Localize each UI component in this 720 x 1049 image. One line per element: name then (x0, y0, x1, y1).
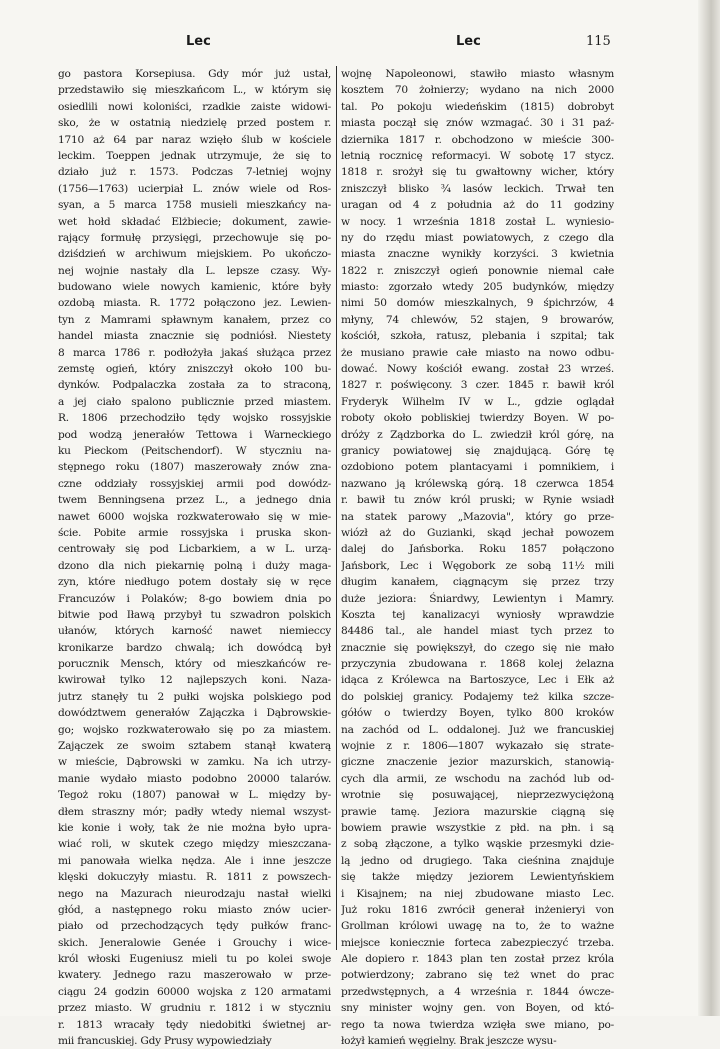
text-line: potwierdzony; zabrano się też wnet do prac (341, 969, 614, 982)
text-line: nawet 6000 wojska rozkwaterowało się w mie- (58, 510, 331, 523)
text-line: do polskiej granicy. Podajemy też kilka szcze- (341, 690, 614, 703)
text-line: czne oddziały rossyjskiej armii pod dowódz- (58, 477, 331, 490)
text-line: Grollman królowi uwagę na to, że to ważne (341, 920, 614, 933)
text-line: manie wydało miasto podobno 20000 talarów. (58, 772, 331, 785)
text-line: stępnego roku (1807) maszerowały znów zna- (58, 461, 331, 474)
text-line: wiózł aż do Guzianki, skąd jechał powozem (341, 526, 614, 539)
text-line: dróży z Ządzborka do L. zwiedził król górę, na (341, 428, 614, 441)
text-line: kwirował tylko 12 najlepszych koni. Naza- (58, 674, 331, 687)
text-line: miejsce koniecznie forteca zabezpieczyć trzeba. (341, 936, 614, 949)
text-line: łożył kamień węgielny. Brak jeszcze wysu- (341, 1035, 557, 1048)
text-line: Już roku 1816 zwrócił generał inżenieryi von (341, 903, 614, 916)
text-line: i Kisajnem; na niej zbudowane miasto Lec. (341, 887, 614, 900)
text-line: Ale dopiero r. 1843 plan ten został przez króla (341, 953, 614, 966)
text-line: dowództwem generałów Zajączka i Dąbrowskie- (58, 707, 331, 720)
text-line: zyn, które niedługo potem dostały się w ręce (58, 576, 331, 589)
text-line: kosztem 70 żołnierzy; wydano na nich 2000 (341, 84, 614, 97)
text-line: przedstawiło się mieszkańcom L., w którym się (58, 84, 331, 97)
text-line: dalej do Jańsborka. Roku 1857 połączono (341, 543, 614, 556)
text-line: pod wodzą jenerałów Tettowa i Warneckiego (58, 428, 331, 441)
text-line: osiedlili nowi koloniści, rzadkie zaiste widowi- (58, 100, 331, 113)
text-line: długim kanałem, ciągnącym się przez trzy (341, 576, 614, 589)
text-line: go; wojsko rozkwaterowało się po za miastem. (58, 723, 331, 736)
text-line: dłem straszny mór; padły wtedy niemal wszyst- (58, 805, 331, 818)
text-line: jutrz stanęły tu 2 pułki wojska polskiego pod (58, 690, 331, 703)
text-line: 8 marca 1786 r. podłożyła jakaś służąca przez (58, 346, 331, 359)
text-line: ciągu 24 godzin 60000 wojska z 120 armatami (58, 985, 331, 998)
text-line: kronikarze bardzo chwalą; ich dowódcą był (58, 641, 331, 654)
text-line: syan, a 5 marca 1758 musieli mieszkańcy na- (58, 199, 331, 212)
text-line: kie konie i woły, tak że nie można było upra- (58, 821, 331, 834)
text-line: r. bawił tu znów król pruski; w Rynie wsiadł (341, 494, 614, 507)
text-line: Zajączek ze swoim sztabem stanął kwaterą (58, 740, 331, 753)
text-line: leckim. Toeppen jednak utrzymuje, że się to (58, 149, 331, 162)
text-line: rego ta nowa twierdza wzięła swe miano, po- (341, 1018, 614, 1031)
text-line: wojnę Napoleonowi, stawiło miasto własnym (341, 68, 614, 80)
page-number: 115 (586, 34, 611, 49)
text-line: zemstę ogień, który zniszczył około 100 bu- (58, 363, 331, 376)
text-line: przedwstępnych, a 4 września r. 1844 ówcze- (341, 985, 614, 998)
text-line: r. 1813 wracały tędy niedobitki świetnej ar- (58, 1018, 331, 1031)
text-line: porucznik Mensch, który od mieszkańców re- (58, 658, 331, 671)
text-line: Tegoż roku (1807) panował w L. między by- (58, 789, 331, 802)
text-line: przez miasto. W grudniu r. 1812 i w styczniu (58, 1002, 331, 1015)
text-line: mi panowała wielka nędza. Ale i inne jeszcze (58, 854, 331, 867)
text-line: (1756—1763) ucierpiał L. znów wiele od Ros- (58, 182, 331, 195)
text-line: dziśdzień w archiwum miejskiem. Po ukończo- (58, 248, 331, 261)
text-line: budowano wiele nowych kamienic, które były (58, 281, 331, 294)
text-line: go pastora Korsepiusa. Gdy mór już ustał, (58, 68, 331, 80)
text-line: Jańsbork, Lec i Węgobork ze sobą 11½ mili (341, 559, 614, 572)
text-line: dować. Nowy kościół ewang. został 23 wrześ. (341, 363, 614, 376)
text-line: miasta począł się znów wzmagać. 30 i 31 paź- (341, 117, 614, 130)
text-line: miasta znaczne wynikły korzyści. 3 kwietnia (341, 248, 614, 261)
text-line: nej wojnie nastały dla L. lepsze czasy. Wy- (58, 264, 331, 277)
text-line: 1710 aż 64 par naraz wzięło ślub w kościele (58, 133, 331, 146)
text-line: ście. Pobite armie rossyjska i pruska skon- (58, 526, 331, 539)
text-line: wiać roli, w skutek czego między mieszczana- (58, 838, 331, 851)
text-line: Francuzów i Polaków; 8-go bowiem dnia po (58, 592, 331, 605)
text-line: duże jeziora: Śniardwy, Lewientyn i Mamry. (341, 592, 614, 605)
text-line: R. 1806 przechodziło tędy wojsko rossyjskie (58, 412, 331, 425)
text-line: lą jedno od drugiego. Taka cieśnina znajduje (341, 854, 614, 867)
text-line: klęski dokuczyły miastu. R. 1811 z powszech- (58, 871, 331, 884)
text-line: Koszta tej kanalizacyi wyniosły wprawdzie (341, 608, 614, 621)
text-line: że musiano prawie całe miasto na nowo odbu- (341, 346, 614, 359)
text-line: na zachód od L. oddalonej. Już we francuskiej (341, 723, 614, 736)
text-line: granicy powiatowej się znajdującą. Górę tę (341, 444, 614, 457)
text-line: młyny, 74 chlewów, 52 stajen, 9 browarów, (341, 313, 614, 326)
text-line: 1818 r. srożył się tu gwałtowny wicher, który (341, 166, 614, 179)
text-line: tyn z Mamrami spławnym kanałem, przez co (58, 313, 331, 326)
text-line: z sobą złączone, a tylko wąskie przesmyki dzie- (341, 838, 614, 851)
text-line: w nocy. 1 września 1818 został L. wyniesio- (341, 215, 614, 228)
text-line: prawie tamę. Jeziora mazurskie ciągną się (341, 805, 614, 818)
text-line: przyczynia zbudowana r. 1868 kolej żelazna (341, 658, 614, 671)
text-line: zniszczył blisko ¾ lasów leckich. Trwał ten (341, 182, 614, 195)
text-line: giczne znaczenie jezior mazurskich, stanowią- (341, 756, 614, 769)
text-line: sko, że w ostatnią niedzielę przed postem r. (58, 117, 331, 130)
text-line: nazwano ją królewską górą. 18 czerwca 1854 (341, 477, 614, 490)
text-line: idąca z Królewca na Bartoszyce, Lec i Ełk aż (341, 674, 614, 687)
running-header (56, 34, 616, 52)
text-line: wrotnie się posuwającej, nieprzezwyciężoną (341, 789, 614, 802)
text-line: miasto: zgorzało wtedy 205 budynków, między (341, 281, 614, 294)
text-line: piało od przechodzących tędy pułków franc- (58, 920, 331, 933)
text-line: letnią rocznicę reformacyi. W sobotę 17 stycz. (341, 149, 614, 162)
right-text-column (341, 66, 614, 1049)
text-line: ozdobiono potem plantacyami i pomnikiem, i (341, 461, 614, 474)
text-line: tal. Po pokoju wiedeńskim (1815) dobrobyt (341, 100, 614, 113)
text-line: dzono dla nich piekarnię polną i duży maga- (58, 559, 331, 572)
text-line: nimi 50 domów mieszkalnych, 9 śpichrzów, 4 (341, 297, 614, 310)
text-line: skich. Jeneralowie Genée i Grouchy i wice- (58, 936, 331, 949)
text-line: kwatery. Jednego razu maszerowało w prze- (58, 969, 331, 982)
text-line: uragan od 4 z południa aż do 11 godziny (341, 199, 614, 212)
text-line: dynków. Podpalaczka została za to straconą, (58, 379, 331, 392)
text-line: dziernika 1817 r. obchodzono w mieście 300- (341, 133, 614, 146)
text-line: król włoski Eugeniusz mieli tu po kolei swoje (58, 953, 331, 966)
text-line: bitwie pod Iławą przybył tu szwadron polskich (58, 608, 331, 621)
text-line: 1822 r. zniszczył ogień ponownie niemal całe (341, 264, 614, 277)
text-line: bowiem prawie wszystkie z płd. na płn. i są (341, 821, 614, 834)
text-line: ku Pieckom (Peitschendorf). W styczniu na- (58, 444, 331, 457)
text-line: wet hołd składać Elżbiecie; dokument, zawie- (58, 215, 331, 228)
text-line: ny do rzędu miast powiatowych, z czego dla (341, 231, 614, 244)
text-line: ułanów, których karność nawet niemieccy (58, 625, 331, 638)
text-line: nego na Mazurach nieurodzaju nastał wielki (58, 887, 331, 900)
text-line: handel miasta znacznie się podniósł. Niestety (58, 330, 331, 343)
text-line: działo już r. 1573. Podczas 7-letniej wojny (58, 166, 331, 179)
text-line: kościół, szkoła, ratusz, plebania i szpital; tak (341, 330, 614, 343)
text-line: na statek parowy „Mazovia", który go prze- (341, 510, 614, 523)
text-line: roboty około pobliskiej twierdzy Boyen. W po- (341, 412, 614, 425)
text-line: 84486 tal., ale handel miast tych przez to (341, 625, 614, 638)
header-right-title: Lec (456, 34, 481, 49)
text-line: 1827 r. poświęcony. 3 czer. 1845 r. bawił król (341, 379, 614, 392)
left-text-column (58, 66, 331, 1049)
text-line: sny minister wojny gen. von Boyen, od któ- (341, 1002, 614, 1015)
header-left-title: Lec (186, 34, 211, 49)
text-line: cych dla armii, ze wschodu na zachód lub od- (341, 772, 614, 785)
text-line: wojnie z r. 1806—1807 wykazało się strate- (341, 740, 614, 753)
text-line: ozdobą miasta. R. 1772 połączono jez. Lewien- (58, 297, 331, 310)
text-line: rający formułę przysięgi, przechowuje się po- (58, 231, 331, 244)
page-edge (698, 0, 720, 1016)
column-divider (336, 66, 337, 950)
text-line: a jej ciało spalono publicznie przed miastem. (58, 395, 331, 408)
text-line: centrowały się pod Licbarkiem, a w L. urzą- (58, 543, 331, 556)
text-line: głód, a następnego roku miasto znów ucier- (58, 903, 331, 916)
text-line: mii francuskiej. Gdy Prusy wypowiedziały (58, 1035, 272, 1048)
text-line: znacznie się powiększył, do czego się nie mało (341, 641, 614, 654)
text-line: się także między jeziorem Lewientyńskiem (341, 871, 614, 884)
text-line: twem Benningsena przez L., a jednego dnia (58, 494, 331, 507)
text-line: gółów o twierdzy Boyen, tylko 800 kroków (341, 707, 614, 720)
text-line: Fryderyk Wilhelm IV w L., gdzie oglądał (341, 395, 614, 408)
text-line: w mieście, Dąbrowski w zamku. Na ich utrzy- (58, 756, 331, 769)
